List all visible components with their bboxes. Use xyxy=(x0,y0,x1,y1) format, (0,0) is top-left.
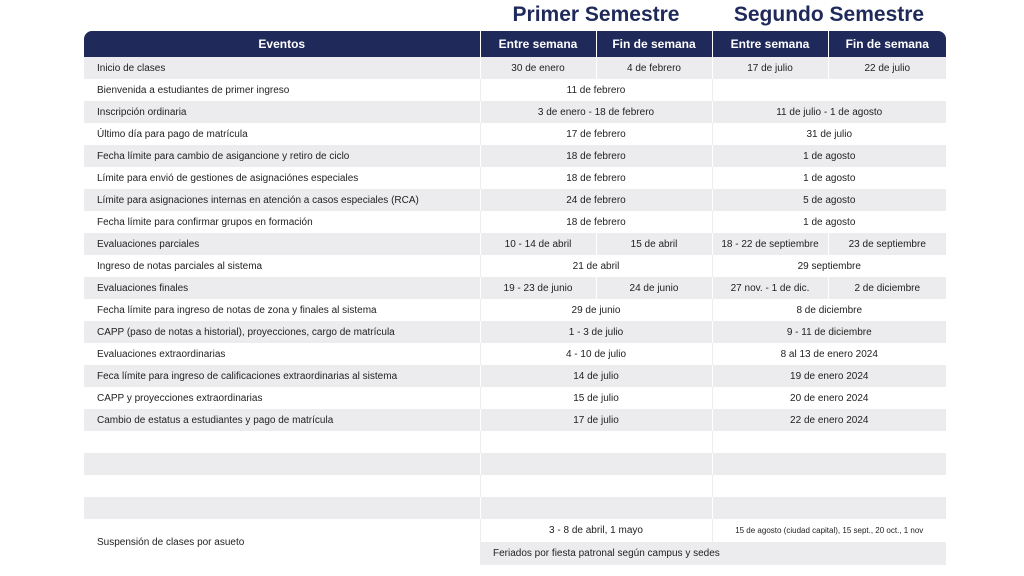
s1-date: 4 - 10 de julio xyxy=(480,343,712,365)
s2-weekend-date: 22 de julio xyxy=(828,57,946,79)
s2-date: 29 septiembre xyxy=(712,255,946,277)
table-row xyxy=(84,57,946,79)
s1-weekend-date: 15 de abril xyxy=(596,233,712,255)
empty-row xyxy=(84,431,946,453)
s2-date: 31 de julio xyxy=(712,123,946,145)
event-name: Inicio de clases xyxy=(84,57,480,79)
table-row xyxy=(84,299,946,321)
event-name: Evaluaciones parciales xyxy=(84,233,480,255)
event-name: CAPP (paso de notas a historial), proyecciones, cargo de matrícula xyxy=(84,321,480,343)
s2-date: 8 de diciembre xyxy=(712,299,946,321)
suspension-row xyxy=(84,519,946,542)
header-s1-weekend: Fin de semana xyxy=(596,31,712,57)
header-s2-weekday: Entre semana xyxy=(712,31,828,57)
s2-date: 8 al 13 de enero 2024 xyxy=(712,343,946,365)
event-name: Límite para envió de gestiones de asignaciónes especiales xyxy=(84,167,480,189)
event-name: CAPP y proyecciones extraordinarias xyxy=(84,387,480,409)
s2-date: 19 de enero 2024 xyxy=(712,365,946,387)
s2-date: 1 de agosto xyxy=(712,211,946,233)
s1-weekday-date: 19 - 23 de junio xyxy=(480,277,596,299)
s2-weekday-date: 18 - 22 de septiembre xyxy=(712,233,828,255)
s1-date: 17 de febrero xyxy=(480,123,712,145)
s2-date: 20 de enero 2024 xyxy=(712,387,946,409)
empty-row xyxy=(84,497,946,519)
s2-date: 1 de agosto xyxy=(712,145,946,167)
event-name: Feca límite para ingreso de calificaciones extraordinarias al sistema xyxy=(84,365,480,387)
s1-weekday-date: 30 de enero xyxy=(480,57,596,79)
event-name: Último día para pago de matrícula xyxy=(84,123,480,145)
table-row xyxy=(84,343,946,365)
academic-calendar-table xyxy=(84,31,946,565)
s2-weekday-date: 27 nov. - 1 de dic. xyxy=(712,277,828,299)
s1-date: 18 de febrero xyxy=(480,167,712,189)
s1-date: 17 de julio xyxy=(480,409,712,431)
s1-date: 1 - 3 de julio xyxy=(480,321,712,343)
s1-date: 11 de febrero xyxy=(480,79,712,101)
s1-date: 14 de julio xyxy=(480,365,712,387)
s2-date: 1 de agosto xyxy=(712,167,946,189)
s1-date: 24 de febrero xyxy=(480,189,712,211)
s2-date: 9 - 11 de diciembre xyxy=(712,321,946,343)
event-name: Inscripción ordinaria xyxy=(84,101,480,123)
table-row xyxy=(84,255,946,277)
s1-weekend-date: 24 de junio xyxy=(596,277,712,299)
empty-row xyxy=(84,453,946,475)
suspension-note: Feriados por fiesta patronal según campus y sedes xyxy=(480,542,946,565)
empty-row xyxy=(84,475,946,497)
s1-date: 29 de junio xyxy=(480,299,712,321)
s1-date: 18 de febrero xyxy=(480,145,712,167)
table-row xyxy=(84,233,946,255)
second-semester-title: Segundo Semestre xyxy=(733,3,925,26)
event-name: Fecha límite para ingreso de notas de zona y finales al sistema xyxy=(84,299,480,321)
header-events: Eventos xyxy=(84,31,480,57)
first-semester-title: Primer Semestre xyxy=(512,3,680,26)
s2-weekend-date: 23 de septiembre xyxy=(828,233,946,255)
header-s2-weekend: Fin de semana xyxy=(828,31,946,57)
suspension-s2: 15 de agosto (ciudad capital), 15 sept., 20 oct., 1 nov xyxy=(712,519,946,542)
table-row xyxy=(84,167,946,189)
event-name: Cambio de estatus a estudiantes y pago de matrícula xyxy=(84,409,480,431)
event-name: Evaluaciones extraordinarias xyxy=(84,343,480,365)
table-row xyxy=(84,387,946,409)
event-name: Fecha límite para cambio de asigancione y retiro de ciclo xyxy=(84,145,480,167)
table-row xyxy=(84,409,946,431)
table-row xyxy=(84,79,946,101)
s1-date: 3 de enero - 18 de febrero xyxy=(480,101,712,123)
header-s1-weekday: Entre semana xyxy=(480,31,596,57)
table-row xyxy=(84,101,946,123)
table-row xyxy=(84,365,946,387)
s2-date xyxy=(712,79,946,101)
event-name: Ingreso de notas parciales al sistema xyxy=(84,255,480,277)
table-row xyxy=(84,123,946,145)
s2-weekend-date: 2 de diciembre xyxy=(828,277,946,299)
table-row xyxy=(84,321,946,343)
s2-date: 11 de julio - 1 de agosto xyxy=(712,101,946,123)
event-name: Fecha límite para confirmar grupos en formación xyxy=(84,211,480,233)
table-row xyxy=(84,145,946,167)
event-name: Bienvenida a estudiantes de primer ingreso xyxy=(84,79,480,101)
s2-weekday-date: 17 de julio xyxy=(712,57,828,79)
event-name: Evaluaciones finales xyxy=(84,277,480,299)
s2-date: 5 de agosto xyxy=(712,189,946,211)
table-row xyxy=(84,277,946,299)
s1-date: 18 de febrero xyxy=(480,211,712,233)
suspension-label: Suspensión de clases por asueto xyxy=(84,519,480,565)
s1-weekend-date: 4 de febrero xyxy=(596,57,712,79)
table-header-row xyxy=(84,31,946,57)
event-name: Límite para asignaciones internas en atención a casos especiales (RCA) xyxy=(84,189,480,211)
s1-weekday-date: 10 - 14 de abril xyxy=(480,233,596,255)
s1-date: 15 de julio xyxy=(480,387,712,409)
table-row xyxy=(84,211,946,233)
suspension-s1: 3 - 8 de abril, 1 mayo xyxy=(480,519,712,542)
s2-date: 22 de enero 2024 xyxy=(712,409,946,431)
s1-date: 21 de abril xyxy=(480,255,712,277)
table-row xyxy=(84,189,946,211)
